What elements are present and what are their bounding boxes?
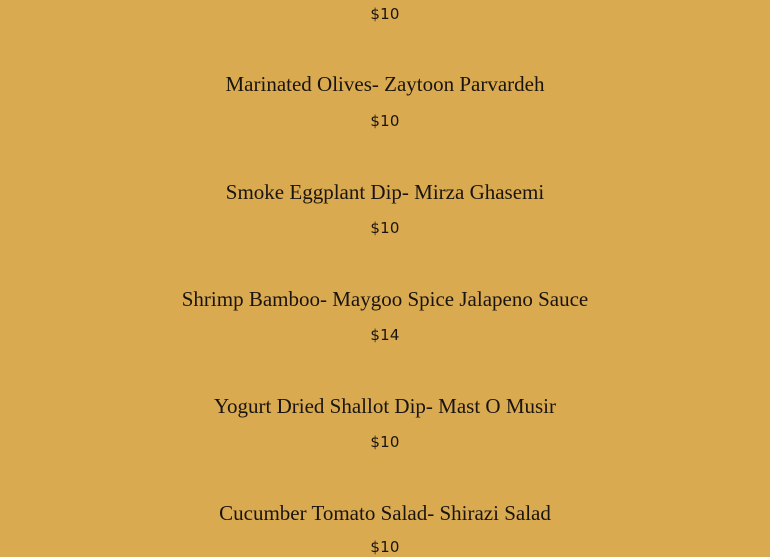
item-price: $10 [370,112,400,130]
item-name: Yogurt Dried Shallot Dip- Mast O Musir [213,394,557,418]
item-price: $10 [370,219,400,237]
item-name: Marinated Olives- Zaytoon Parvardeh [225,72,545,96]
item-price: $10 [370,5,400,23]
item-price: $14 [370,326,400,344]
item-name: Smoke Eggplant Dip- Mirza Ghasemi [225,180,545,204]
item-name: Cucumber Tomato Salad- Shirazi Salad [219,501,551,525]
item-price: $10 [370,433,400,451]
item-price: $10 [370,538,400,556]
item-name: Shrimp Bamboo- Maygoo Spice Jalapeno Sauce [181,287,589,311]
